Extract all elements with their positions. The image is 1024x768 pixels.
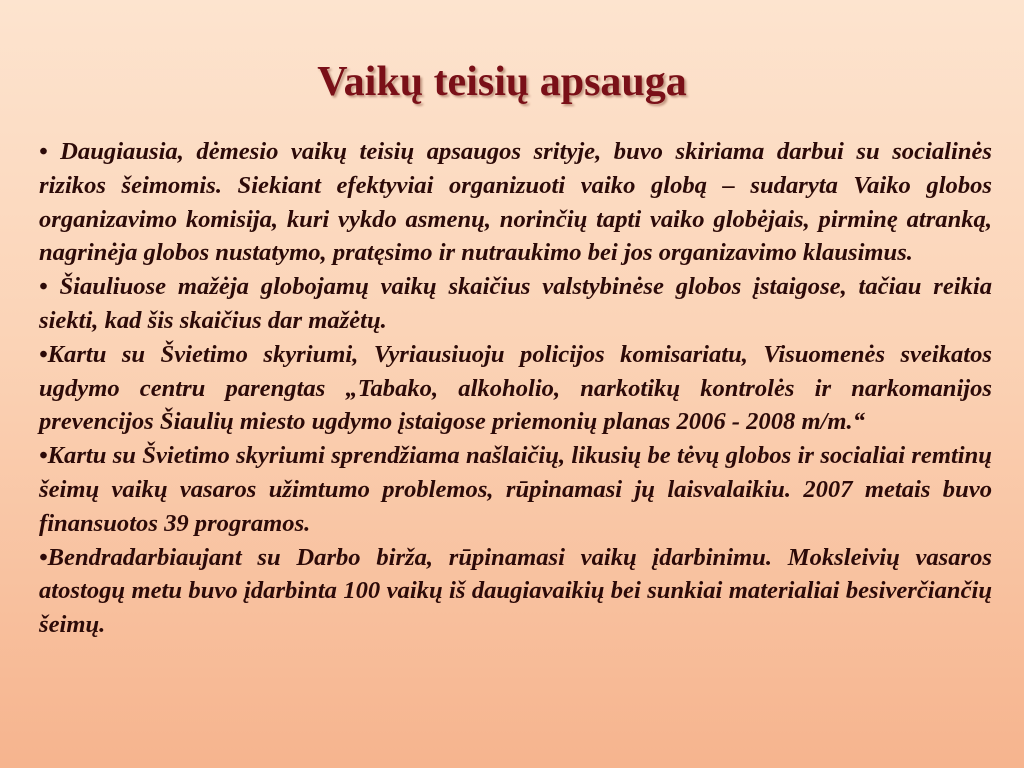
paragraph-text: Šiauliuose mažėja globojamų vaikų skaičius valstybinėse globos įstaigose, tačiau reikia siekti, kad šis skaičius dar mažėtų. <box>39 273 992 334</box>
paragraph-text: Kartu su Švietimo skyriumi sprendžiama našlaičių, likusių be tėvų globos ir socialiai remtinų šeimų vaikų vasaros užimtumo problemos, rūpinamasi jų laisvalaikiu. 2007 metais buvo finansuotos 39 programos. <box>39 442 992 537</box>
bullet-marker: • <box>39 543 48 571</box>
paragraph-text: Bendradarbiaujant su Darbo birža, rūpinamasi vaikų įdarbinimu. Moksleivių vasaros atostogų metu buvo įdarbinta 100 vaikų iš daugiavaikių bei sunkiai materialiai besiverčiančių šeimų. <box>39 543 992 639</box>
bullet-paragraph <box>39 135 992 270</box>
bullet-marker: • <box>39 273 60 301</box>
bullet-paragraph <box>39 338 992 439</box>
bullet-marker: • <box>39 340 48 368</box>
paragraph-text: Daugiausia, dėmesio vaikų teisių apsaugos srityje, buvo skiriama darbui su socialinės rizikos šeimomis. Siekiant efektyviai organizuoti vaiko globą – sudaryta Vaiko globos organizavimo komisija, kuri vykdo asmenų, norinčių tapti vaiko globėjais, pirminę atranką, nagrinėja globos nustatymo, pratęsimo ir nutraukimo bei jos organizavimo klausimus. <box>39 138 992 267</box>
bullet-marker: • <box>39 138 61 165</box>
slide-body <box>39 135 992 642</box>
bullet-paragraph <box>39 270 992 338</box>
paragraph-text: Kartu su Švietimo skyriumi, Vyriausiuoju policijos komisariatu, Visuomenės sveikatos ugdymo centru parengtas „Tabako, alkoholio, narkotikų kontrolės ir narkomanijos prevencijos Šiaulių miesto ugdymo įstaigose priemonių planas 2006 - 2008 m/m.“ <box>39 340 992 436</box>
bullet-marker: • <box>39 442 48 470</box>
bullet-paragraph <box>39 439 992 540</box>
bullet-paragraph <box>39 541 992 642</box>
slide-title: Vaikų teisių apsauga <box>317 59 687 105</box>
